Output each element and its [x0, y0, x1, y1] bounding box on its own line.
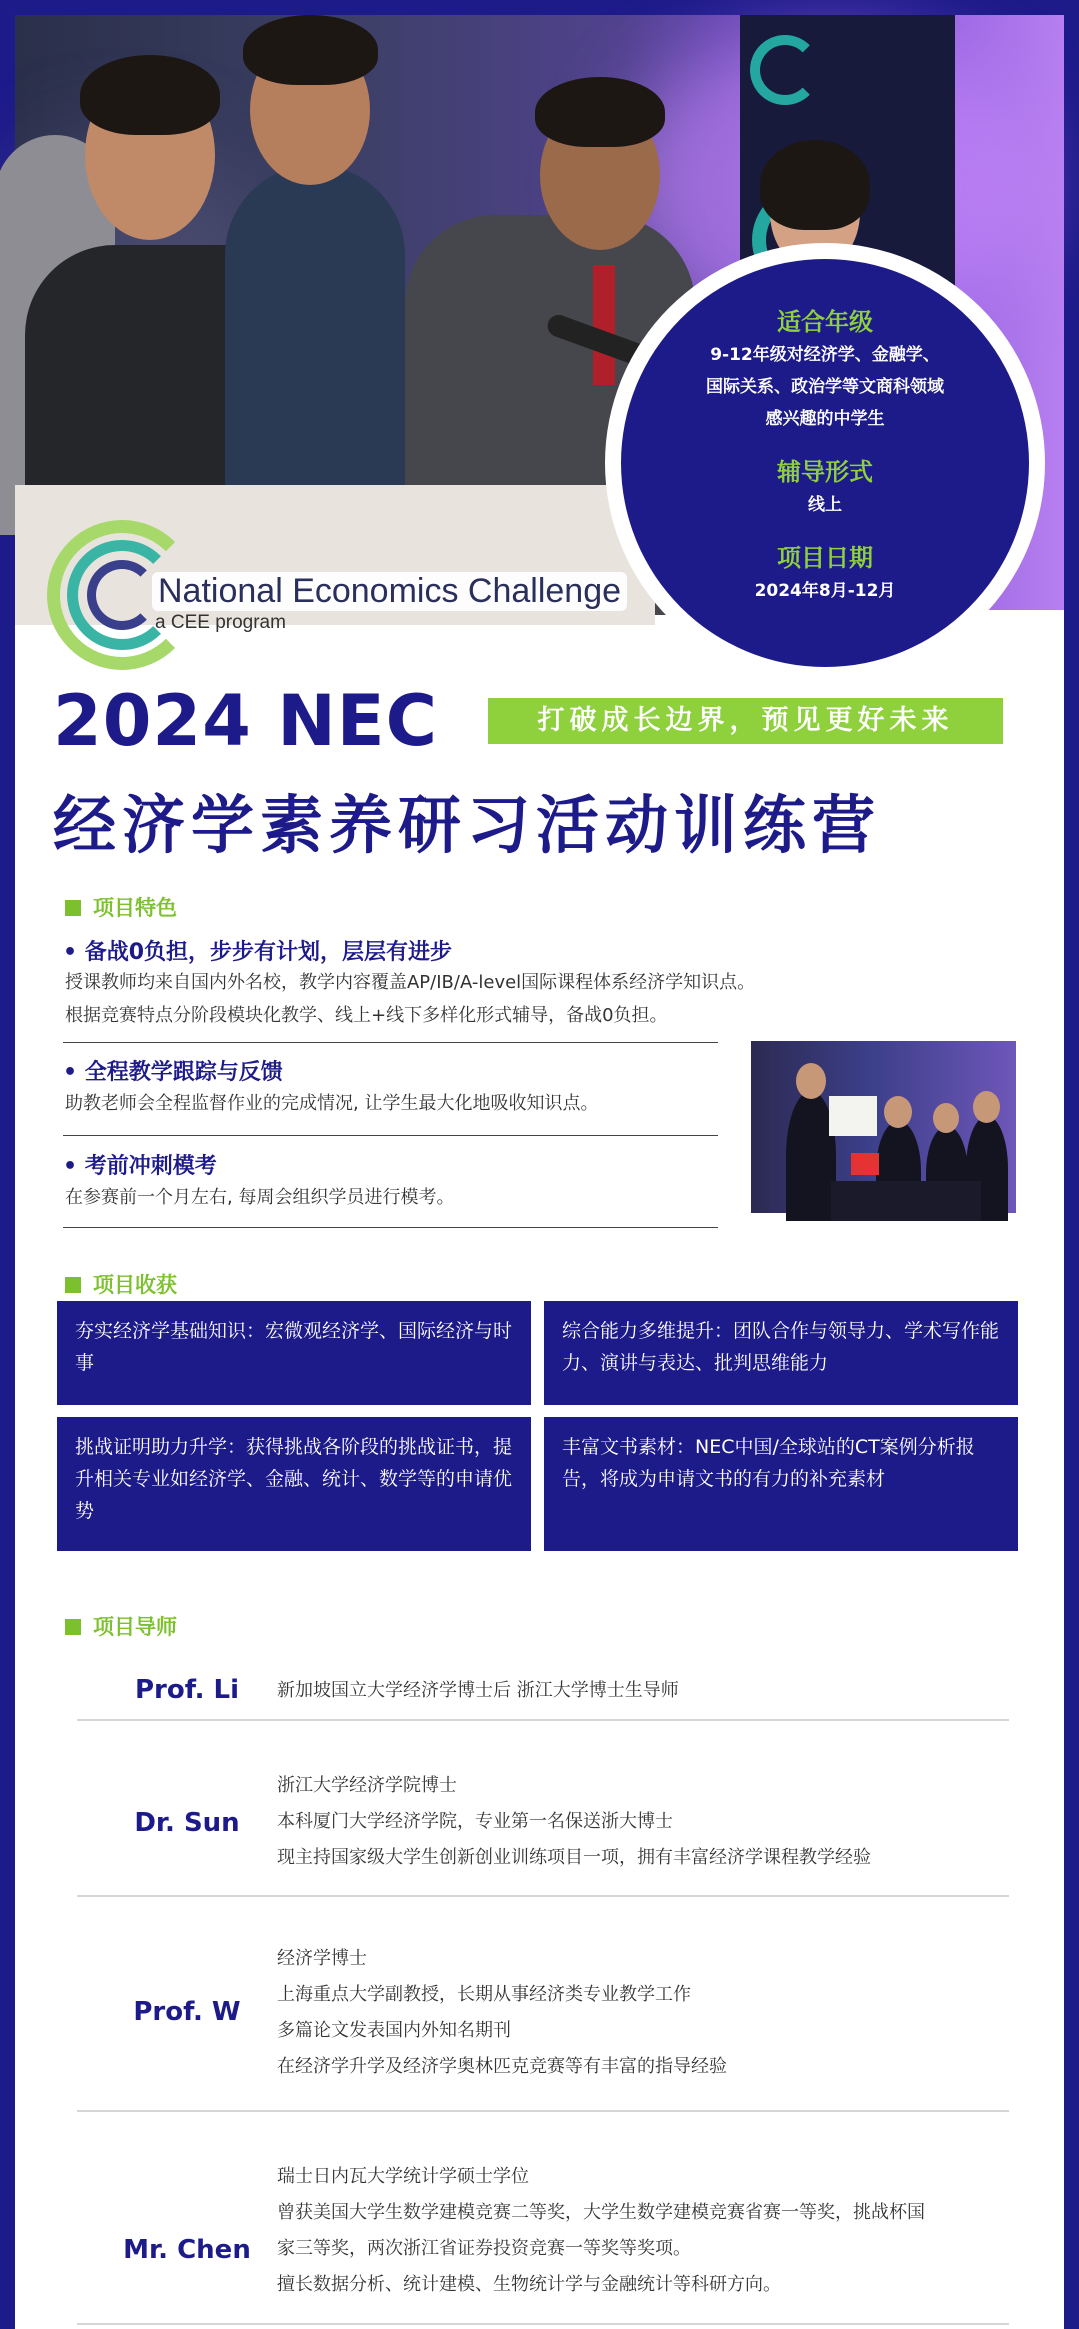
logo-title: National Economics Challenge	[152, 572, 627, 611]
mentor-name: Mr. Chen	[123, 2235, 251, 2265]
gain-card: 挑战证明助力升学：获得挑战各阶段的挑战证书，提升相关专业如经济学、金融、统计、数学等的申请优势	[57, 1417, 531, 1551]
photo-desk	[831, 1181, 981, 1221]
grade-line: 感兴趣的中学生	[765, 409, 885, 429]
gain-card: 夯实经济学基础知识：宏微观经济学、国际经济与时事	[57, 1301, 531, 1405]
square-bullet-icon	[65, 900, 81, 916]
nec-logo	[47, 520, 647, 660]
divider	[63, 1227, 718, 1228]
logo-arc-icon	[87, 560, 157, 630]
slogan-banner: 打破成长边界，预见更好未来	[488, 698, 1003, 744]
mentor-bio	[277, 1768, 871, 1876]
gains-heading-label: 项目收获	[93, 1273, 177, 1297]
square-bullet-icon	[65, 1619, 81, 1635]
mentor-bio-line: 家三等奖，两次浙江省证券投资竞赛一等奖等奖项。	[277, 2238, 691, 2259]
person-hair	[535, 77, 665, 147]
mentor-bio-line: 上海重点大学副教授，长期从事经济类专业教学工作	[277, 1984, 691, 2005]
mentor-bio-line: 新加坡国立大学经济学博士后 浙江大学博士生导师	[277, 1680, 679, 1701]
feature-text: 助教老师会全程监督作业的完成情况, 让学生最大化地吸收知识点。	[65, 1093, 599, 1114]
photo-sign	[829, 1096, 877, 1136]
grade-line: 国际关系、政治学等文商科领域	[706, 377, 944, 397]
poster	[15, 15, 1064, 2329]
feature-title: • 备战0负担，步步有计划，层层有进步	[63, 940, 453, 965]
photo-head	[884, 1096, 912, 1128]
person-hair	[80, 55, 220, 135]
grade-heading: 适合年级	[777, 308, 873, 336]
mentor-bio	[277, 2159, 925, 2303]
person-hair	[243, 15, 378, 85]
mentor-bio-line: 经济学博士	[277, 1948, 367, 1969]
mentor-name: Dr. Sun	[134, 1808, 240, 1838]
person-hair	[760, 140, 870, 230]
features-heading	[65, 892, 177, 922]
features-heading-label: 项目特色	[93, 896, 177, 920]
mentor-bio-line: 本科厦门大学经济学院，专业第一名保送浙大博士	[277, 1811, 673, 1832]
mentor-bio	[277, 1941, 727, 2085]
page-title: 2024 NEC	[53, 680, 438, 762]
mentor-name: Prof. W	[133, 1997, 241, 2027]
photo-head	[933, 1103, 959, 1133]
date-value: 2024年8月-12月	[754, 581, 896, 601]
feature-text: 根据竞赛特点分阶段模块化教学、线上+线下多样化形式辅导，备战0负担。	[65, 1005, 668, 1026]
mentor-bio-line: 曾获美国大学生数学建模竞赛二等奖，大学生数学建模竞赛省赛一等奖，挑战杯国	[277, 2202, 925, 2223]
feature-title: • 考前冲刺模考	[63, 1154, 217, 1179]
square-bullet-icon	[65, 1277, 81, 1293]
grade-line: 9-12年级对经济学、金融学、	[710, 345, 940, 365]
divider	[63, 1042, 718, 1043]
divider	[77, 1895, 1009, 1897]
feature-title: • 全程教学跟踪与反馈	[63, 1060, 283, 1085]
mentors-heading-label: 项目导师	[93, 1615, 177, 1639]
format-heading: 辅导形式	[777, 458, 873, 486]
info-circle	[605, 243, 1045, 683]
mentors-heading	[65, 1611, 177, 1641]
mentor-bio-line: 在经济学升学及经济学奥林匹克竞赛等有丰富的指导经验	[277, 2056, 727, 2077]
photo-head	[796, 1063, 826, 1099]
photo-head	[973, 1091, 1000, 1123]
banner-ring-icon	[750, 35, 820, 105]
mentor-bio-line: 浙江大学经济学院博士	[277, 1775, 457, 1796]
divider	[77, 2323, 1009, 2325]
divider	[77, 2110, 1009, 2112]
info-circle-inner	[621, 259, 1029, 667]
mentor-bio-line: 现主持国家级大学生创新创业训练项目一项，拥有丰富经济学课程教学经验	[277, 1847, 871, 1868]
gains-heading	[65, 1269, 177, 1299]
gain-card: 丰富文书素材：NEC中国/全球站的CT案例分析报告，将成为申请文书的有力的补充素材	[544, 1417, 1018, 1551]
feature-photo	[751, 1041, 1016, 1213]
format-value: 线上	[808, 495, 842, 515]
divider	[77, 1719, 1009, 1721]
feature-text: 在参赛前一个月左右, 每周会组织学员进行模考。	[65, 1187, 455, 1208]
mentor-bio-line: 瑞士日内瓦大学统计学硕士学位	[277, 2166, 529, 2187]
gain-card: 综合能力多维提升：团队合作与领导力、学术写作能力、演讲与表达、批判思维能力	[544, 1301, 1018, 1405]
feature-text: 授课教师均来自国内外名校，教学内容覆盖AP/IB/A-level国际课程体系经济学知识点。	[65, 972, 756, 993]
tie	[593, 265, 615, 385]
mentor-bio	[277, 1673, 679, 1709]
logo-subtitle: a CEE program	[155, 612, 286, 633]
divider	[63, 1135, 718, 1136]
mentor-name: Prof. Li	[134, 1675, 240, 1705]
date-heading: 项目日期	[777, 544, 873, 572]
photo-laptop	[851, 1153, 879, 1175]
mentor-bio-line: 多篇论文发表国内外知名期刊	[277, 2020, 511, 2041]
mentor-bio-line: 擅长数据分析、统计建模、生物统计学与金融统计等科研方向。	[277, 2274, 781, 2295]
page-subtitle: 经济学素养研习活动训练营	[53, 789, 881, 862]
